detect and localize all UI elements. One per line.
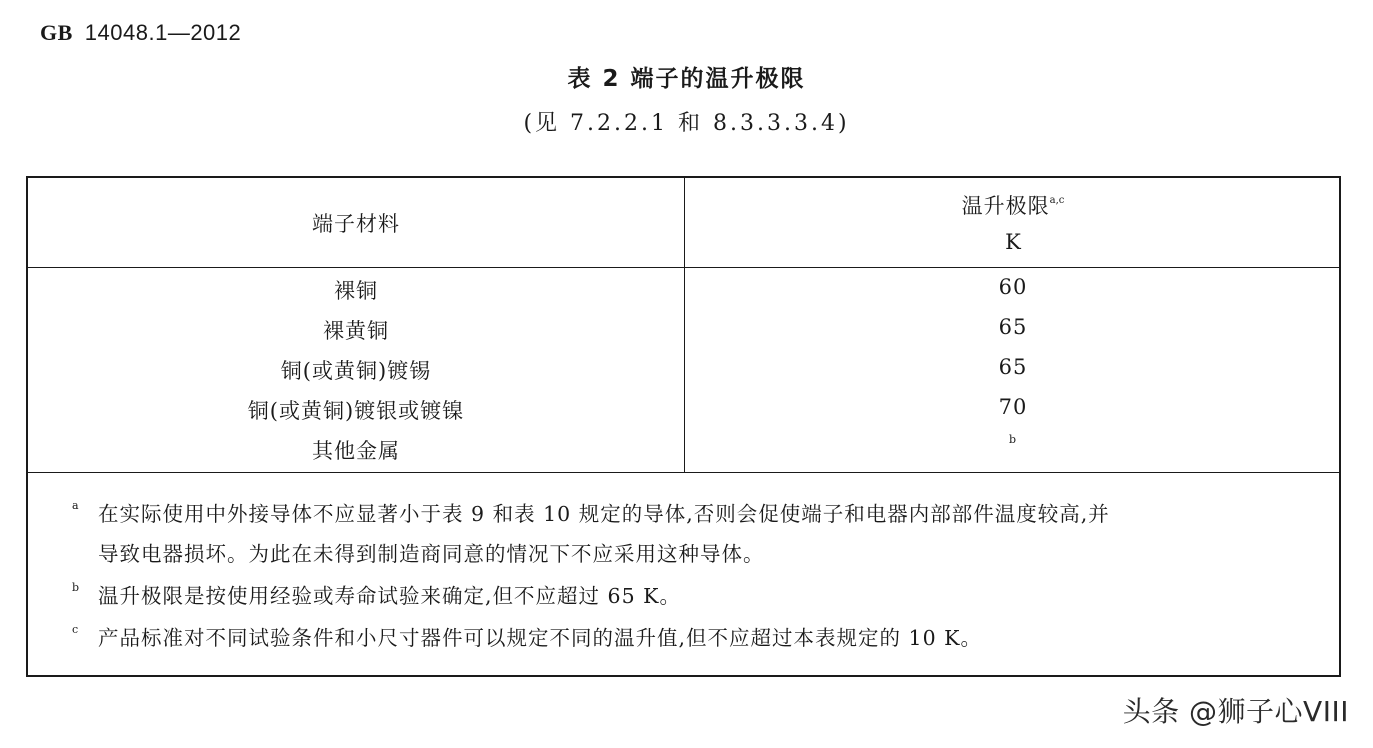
standard-number: 14048.1—2012 [84,20,242,45]
note-c [72,618,1318,658]
value-cell: 70 [998,395,1028,419]
header-temperature-rise [685,178,1341,268]
standard-prefix: GB [40,20,73,45]
table-subtitle: (见 7.2.2.1 和 8.3.3.3.4) [523,111,850,136]
header-temperature-rise-label [685,190,1341,220]
table-row [28,389,1339,429]
note-text-line: 产品标准对不同试验条件和小尺寸器件可以规定不同的温升值,但不应超过本表规定的 10 K。 [98,626,982,650]
standard-id [40,20,241,46]
table-row [28,269,1339,309]
table-notes [28,474,1339,677]
note-text-line: 导致电器损坏。为此在未得到制造商同意的情况下不应采用这种导体。 [98,542,765,566]
value-cell: 60 [998,275,1028,299]
table-body [28,269,1339,473]
material-cell: 裸黄铜 [323,319,389,343]
material-cell: 铜(或黄铜)镀银或镀镍 [247,399,465,423]
note-mark: c [72,623,80,636]
value-cell: 65 [998,355,1028,379]
watermark: 头条 @狮子心VIII [1122,695,1349,728]
note-text-line: 温升极限是按使用经验或寿命试验来确定,但不应超过 65 K。 [98,584,681,608]
value-cell-footnote-mark: b [1008,433,1018,446]
note-b [72,576,1318,616]
material-cell: 铜(或黄铜)镀锡 [280,359,432,383]
note-text-line: 在实际使用中外接导体不应显著小于表 9 和表 10 规定的导体,否则会促使端子和电器内部部件温度较高,并 [98,502,1110,526]
note-mark: b [72,581,81,594]
note-a [72,494,1318,574]
temperature-rise-table [26,176,1341,677]
value-cell: 65 [998,315,1028,339]
header-terminal-material: 端子材料 [312,212,400,236]
table-row [28,309,1339,349]
table-title: 表 2 端子的温升极限 [567,66,806,92]
header-footnote-marks: a,c [1049,195,1065,206]
material-cell: 裸铜 [334,279,378,303]
header-unit: K [1005,230,1021,254]
header-temperature-rise-text: 温升极限 [961,194,1050,218]
material-cell: 其他金属 [312,439,400,463]
table-row [28,429,1339,469]
note-mark: a [72,499,80,512]
table-row [28,349,1339,389]
